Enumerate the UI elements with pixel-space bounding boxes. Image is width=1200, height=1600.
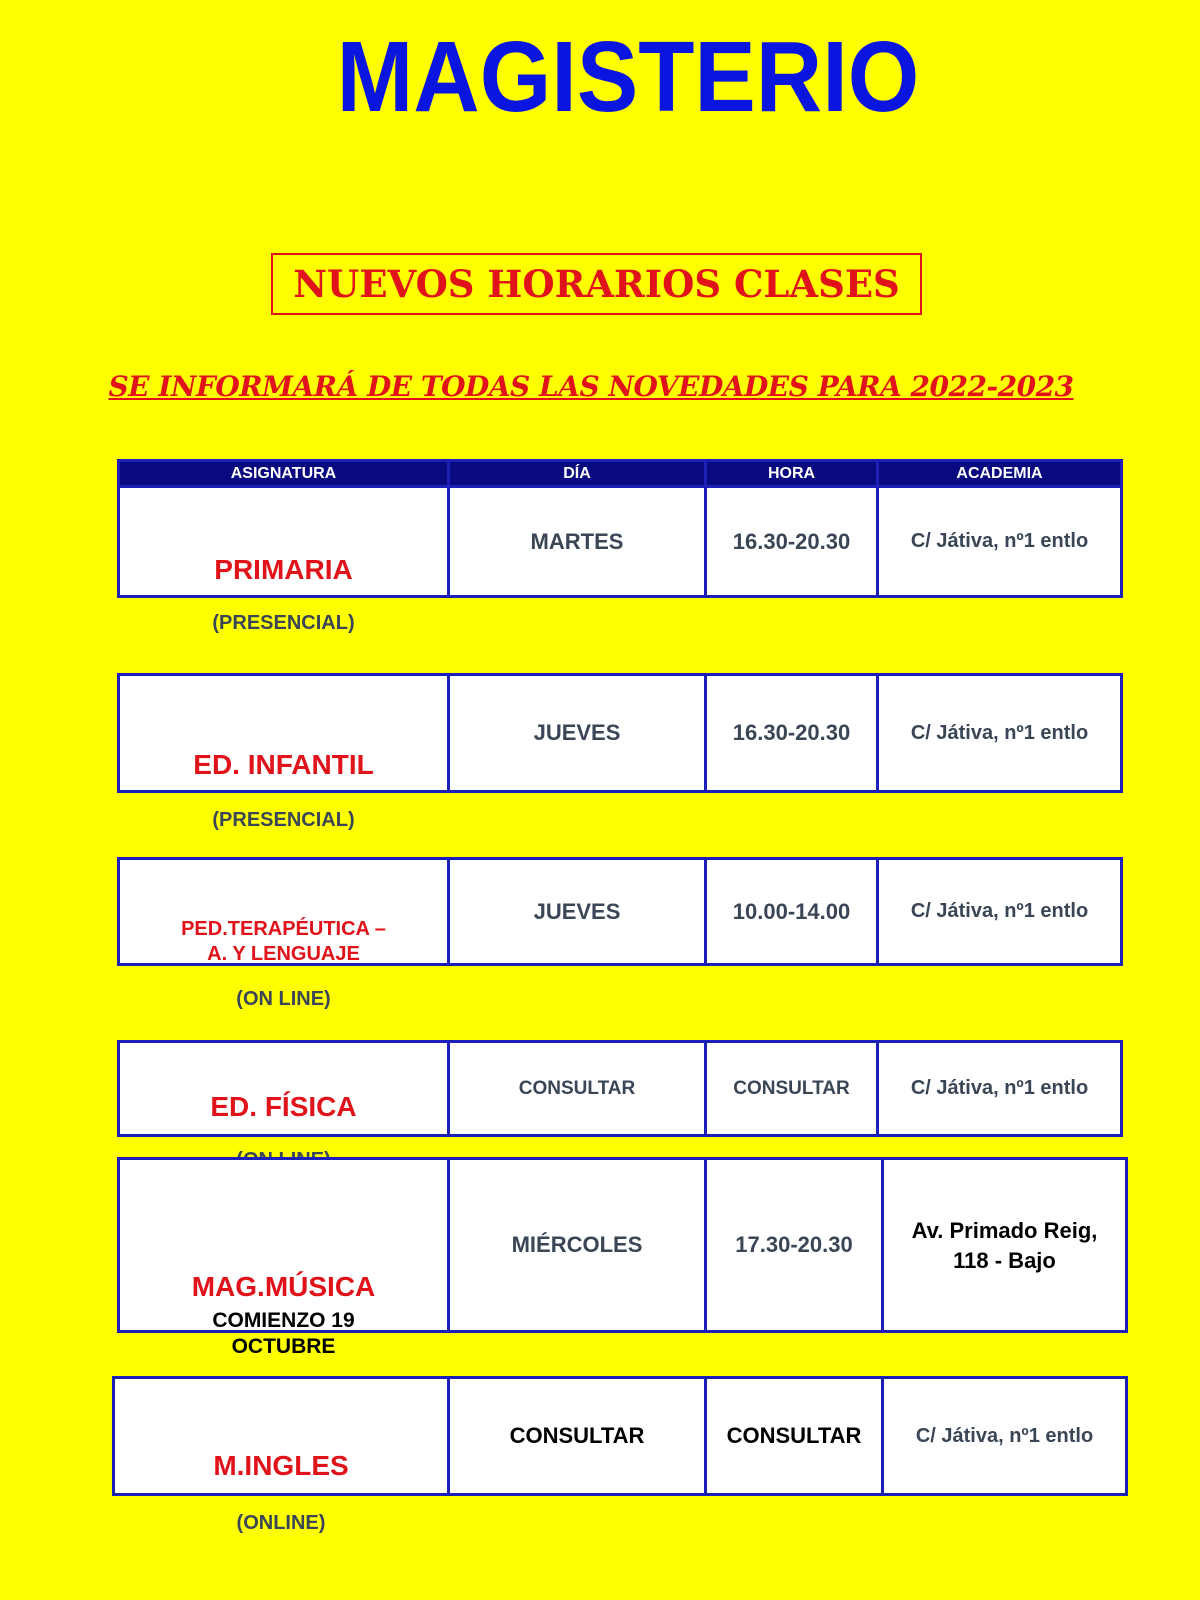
subject-cell xyxy=(119,675,449,831)
time-cell: 16.30-20.30 xyxy=(706,487,878,597)
subject-cell xyxy=(114,1378,449,1534)
academy-cell: C/ Játiva, nº1 entlo xyxy=(883,1378,1127,1495)
academy-line1: Av. Primado Reig, xyxy=(911,1218,1098,1243)
subject-name: PRIMARIA xyxy=(214,553,353,585)
header-academy: ACADEMIA xyxy=(878,461,1122,487)
table-row xyxy=(119,487,1122,597)
subject-name-line1: PED.TERAPÉUTICA – xyxy=(181,917,386,940)
time-cell: 17.30-20.30 xyxy=(706,1159,883,1332)
header-subject: ASIGNATURA xyxy=(119,461,449,487)
subject-name-line2: A. Y LENGUAJE xyxy=(207,942,360,965)
academy-cell: C/ Játiva, nº1 entlo xyxy=(878,1042,1122,1136)
subject-cell xyxy=(119,487,449,634)
day-cell: MARTES xyxy=(449,487,706,597)
schedule-table-pedagogia xyxy=(117,857,1123,1010)
page-title: MAGISTERIO xyxy=(336,21,920,133)
start-date-line2: OCTUBRE xyxy=(231,1335,336,1358)
academy-cell: C/ Játiva, nº1 entlo xyxy=(878,487,1122,597)
time-cell: CONSULTAR xyxy=(706,1042,878,1136)
subject-cell xyxy=(119,859,449,1010)
time-cell: CONSULTAR xyxy=(706,1378,883,1495)
schedule-table-ingles xyxy=(112,1376,1128,1534)
table-header-row xyxy=(119,461,1122,487)
header-day: DÍA xyxy=(449,461,706,487)
table-row xyxy=(119,1159,1127,1332)
schedule-table-fisica xyxy=(117,1040,1123,1137)
start-date-line1: COMIENZO 19 xyxy=(212,1309,355,1332)
table-row xyxy=(119,859,1122,965)
subject-mode: (ONLINE) xyxy=(236,1512,326,1534)
day-cell: CONSULTAR xyxy=(449,1378,706,1495)
subject-name: ED. INFANTIL xyxy=(193,749,374,780)
subtitle-box xyxy=(271,253,922,315)
academy-cell xyxy=(883,1159,1127,1332)
day-cell: CONSULTAR xyxy=(449,1042,706,1136)
schedule-table-primaria xyxy=(117,459,1123,634)
subtitle: NUEVOS HORARIOS CLASES xyxy=(293,262,900,306)
academy-cell: C/ Játiva, nº1 entlo xyxy=(878,859,1122,965)
subject-mode: (PRESENCIAL) xyxy=(212,611,355,634)
time-cell: 16.30-20.30 xyxy=(706,675,878,792)
subject-cell xyxy=(119,1042,449,1136)
subject-mode: (ON LINE) xyxy=(236,987,331,1010)
academy-line2: 118 - Bajo xyxy=(953,1248,1056,1273)
academy-cell: C/ Játiva, nº1 entlo xyxy=(878,675,1122,792)
notice-text: SE INFORMARÁ DE TODAS LAS NOVEDADES PARA 2022-2023 xyxy=(108,370,1074,403)
schedule-table-infantil xyxy=(117,673,1123,831)
day-cell: MIÉRCOLES xyxy=(449,1159,706,1332)
day-cell: JUEVES xyxy=(449,859,706,965)
subject-name: MAG.MÚSICA xyxy=(191,1271,376,1302)
subject-name: M.INGLES xyxy=(213,1450,349,1481)
subject-name: ED. FÍSICA xyxy=(210,1090,357,1122)
subject-cell xyxy=(119,1159,449,1358)
table-row xyxy=(114,1378,1127,1495)
day-cell: JUEVES xyxy=(449,675,706,792)
table-row xyxy=(119,1042,1122,1136)
subject-mode: (PRESENCIAL) xyxy=(212,809,355,831)
time-cell: 10.00-14.00 xyxy=(706,859,878,965)
table-row xyxy=(119,675,1122,792)
schedule-table-musica xyxy=(117,1157,1128,1358)
header-time: HORA xyxy=(706,461,878,487)
